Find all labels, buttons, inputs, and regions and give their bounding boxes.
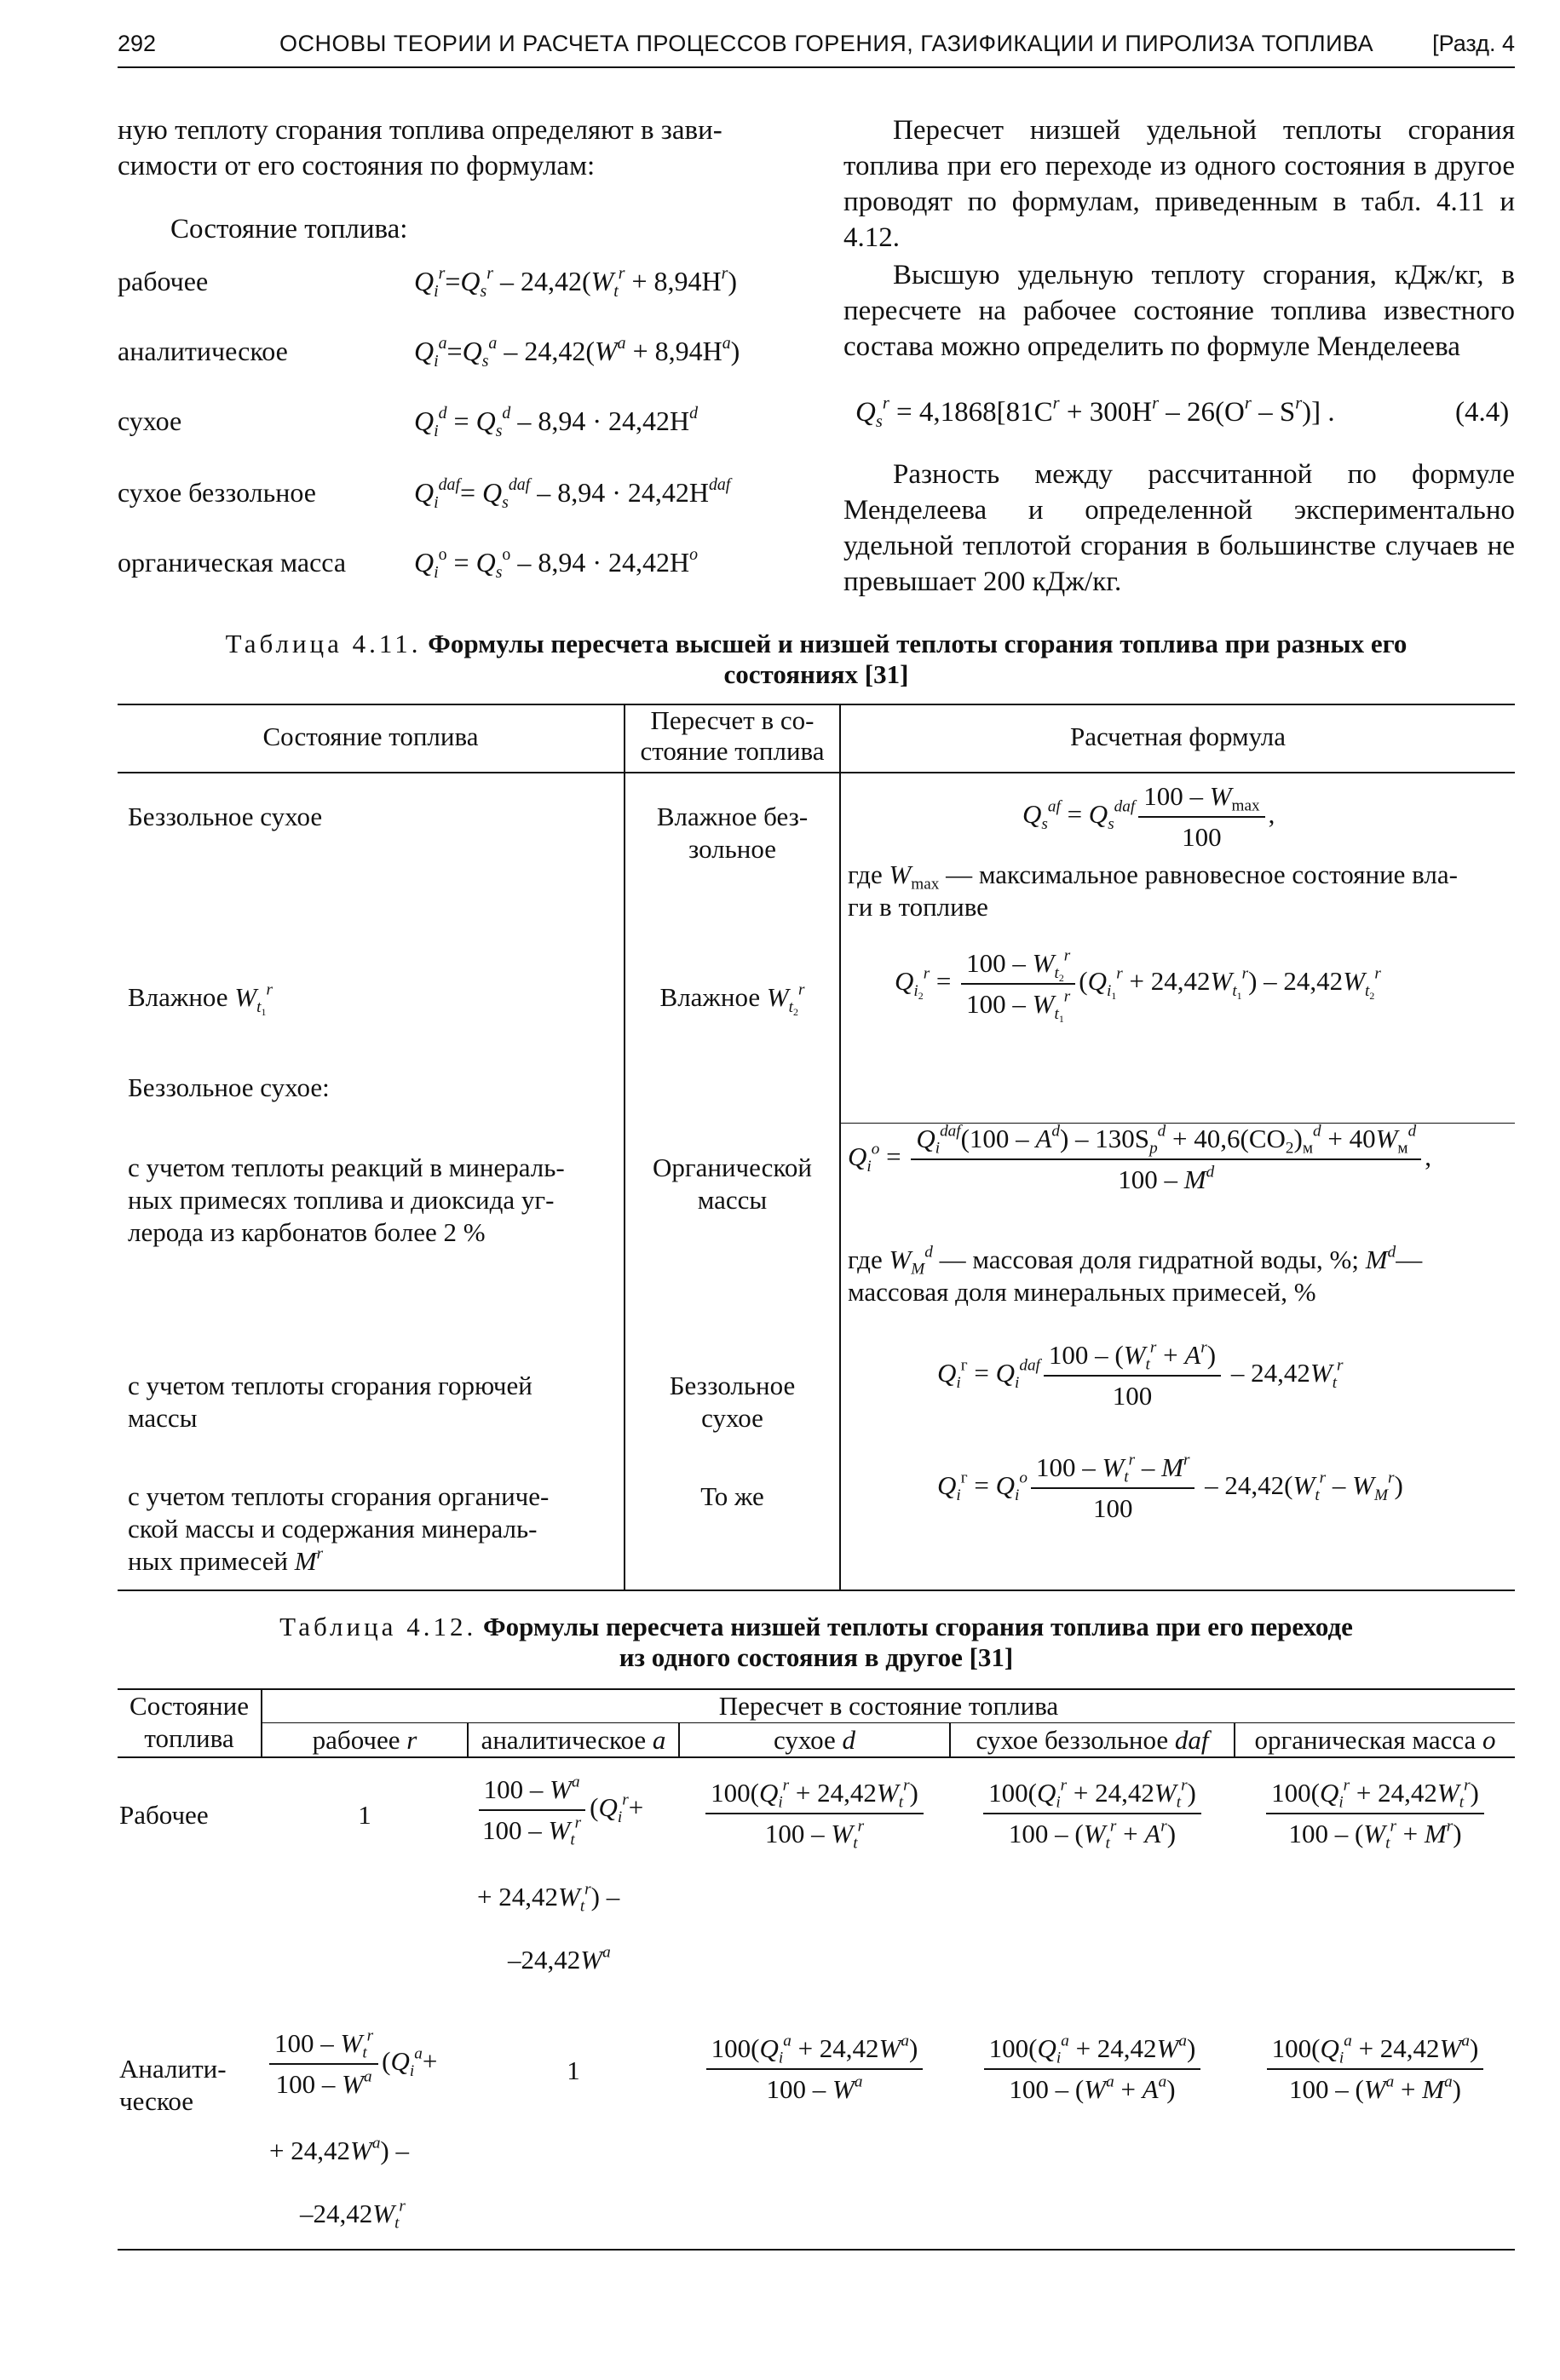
t411-r3-target: Органической массы: [653, 1153, 812, 1215]
state-working: рабочее: [118, 266, 209, 296]
t411-r5-formula: $Q_i^г = Q_i^o$ $100 - W_t^r - M^r$ 100 – $24,42(W_t^r - W_M^r)$: [937, 1451, 1403, 1523]
mendeleev-formula: $Q_s^r = 4,1868[81C^r + 300H^r - 26(O^r - S^r)]$ .: [855, 394, 1335, 432]
t411-r1-note: где $W_{max}$ — максимальное равновесное состояние вла- ги в топливе: [848, 859, 1458, 922]
t412-r1-c1: 1: [358, 1800, 371, 1830]
t411-r2-state: Влажное $W_{t_1}^r$: [128, 980, 273, 1018]
t412-r2-c2: 1: [567, 2055, 580, 2085]
formula-dry-ashfree: $Q_i^{daf}= Q_s^{daf} - 8,94 \cdot 24,42H^{daf}$: [414, 475, 731, 512]
t412-h-working: рабочее r: [312, 1725, 417, 1755]
t411-r3-formula: $Q_i^o$ = $Q_i^{daf}(100 - A^d) - 130S_p^d + 40,6(CO_2)_м^d + 40W_м^d$ $100 - M^d$ ,: [848, 1122, 1431, 1194]
t412-h-dry-ashfree: сухое беззольное daf: [976, 1725, 1209, 1755]
equation-number: (4.4): [1455, 397, 1510, 428]
formula-working: $Q_i^r=Q_s^r - 24,42(W_t^r + 8,94H^r)$: [414, 264, 738, 301]
state-organic: органическая масса: [118, 547, 347, 578]
running-header: [118, 27, 1515, 61]
t412-bottom-rule: [118, 2249, 1515, 2251]
t411-r5-target: То же: [700, 1481, 764, 1511]
right-para-2: Высшую удельную теплоту сгорания, кДж/кг, в пересчете на рабочее состояние топлива известного состава можно определить по формуле Менделеева: [843, 260, 1515, 362]
state-dry-ashfree: сухое беззольное: [118, 477, 316, 508]
t412-r2-c4: $100(Q_i^a + 24,42W^a)$ $100 - (W^a + A^a)$: [951, 2032, 1234, 2106]
t411-r4-state: с учетом теплоты сгорания горючей массы: [128, 1371, 532, 1433]
t412-h-analytic: аналитическое a: [481, 1725, 666, 1755]
state-analytic: аналитическое: [118, 336, 288, 366]
t411-r4-formula: $Q_i^г = Q_i^{daf}$ $100 - (W_t^r + A^r)$ 100 – $24,42W_t^r$: [937, 1338, 1344, 1411]
t412-r2-c1: $100 - W_t^r$ $100 - W^a$ ($Q_i^a+$ + $24,42W^a$) – $-24,42W_t^r$: [269, 2026, 438, 2233]
t411-r2-formula: $Q_{i_2}^r$ = $\frac{100 - W_{t_2}^r}{100 - W_{t_1}^r}$ $(Q_{i_1}^r + 24,42W_{t_1}^r) - 24,42W_{t_2}^r$: [895, 946, 1381, 1025]
t411-r1-formula: $Q_s^{af} = Q_s^{daf}$ $100 - W_{max}$ 100 ,: [1022, 781, 1275, 852]
t412-col-state: Состояние топлива: [130, 1691, 249, 1753]
t411-col-formula: Расчетная формула: [1070, 721, 1286, 751]
t412-group-header: Пересчет в состояние топлива: [718, 1691, 1059, 1721]
formula-analytic: $Q_i^a=Q_s^a - 24,42(W^a + 8,94H^a)$: [414, 334, 740, 371]
t412-h-organic: органическая масса o: [1254, 1725, 1496, 1755]
table-4-12-caption: Таблица 4.12. Формулы пересчета низшей теплоты сгорания топлива при его переходе из одного состояния в другое [31]: [279, 1612, 1353, 1672]
t411-r3-sub1: с учетом теплоты реакций в минераль- ных примесях топлива и диоксида уг- лерода из карбонатов более 2 %: [128, 1153, 565, 1247]
t411-r1-state: Беззольное сухое: [128, 802, 323, 831]
running-title: ОСНОВЫ ТЕОРИИ И РАСЧЕТА ПРОЦЕССОВ ГОРЕНИЯ, ГАЗИФИКАЦИИ И ПИРОЛИЗА ТОПЛИВА: [279, 31, 1374, 56]
t412-r2-c5: $100(Q_i^a + 24,42W^a)$ $100 - (W^a + M^a)$: [1235, 2032, 1515, 2106]
table-4-11-caption: Таблица 4.11. Формулы пересчета высшей и низшей теплоты сгорания топлива при разных его состояниях [31]: [225, 629, 1407, 689]
section-label: [Разд. 4: [1432, 31, 1515, 56]
states-heading: Состояние топлива:: [170, 214, 408, 244]
t411-col-target: Пересчет в со- стояние топлива: [640, 705, 825, 766]
header-rule: [118, 66, 1515, 68]
t411-r1-target: Влажное без- зольное: [656, 802, 809, 864]
formula-organic: $Q_i^o = Q_s^o - 8,94 \cdot 24,42H^o$: [414, 545, 699, 582]
formula-dry: $Q_i^d = Q_s^d - 8,94 \cdot 24,42H^d$: [414, 404, 699, 440]
t411-bottom-rule: [118, 1590, 1515, 1591]
t412-r2-c3: $100(Q_i^a + 24,42W^a)$ $100 - W^a$: [680, 2032, 949, 2106]
t411-col-divider-2: [839, 704, 841, 1590]
t411-r3-note: где $W_M^d$ — массовая доля гидратной воды, %; $M^d—$ массовая доля минеральных примесей, %: [848, 1243, 1423, 1307]
t412-row-working: Рабочее: [119, 1800, 209, 1830]
t412-group-rule: [262, 1722, 1515, 1723]
page-number: 292: [118, 31, 157, 56]
t412-header-rule: [118, 1756, 1515, 1758]
t411-col-state: Состояние топлива: [262, 721, 479, 751]
t412-r1-c4: $100(Q_i^r + 24,42W_t^r)$ $100 - (W_t^r + A^r)$: [951, 1777, 1234, 1850]
t411-header-rule: [118, 772, 1515, 773]
t411-r2-target: Влажное $W_{t_2}^r$: [659, 980, 805, 1018]
t411-r4-target: Беззольное сухое: [669, 1371, 796, 1433]
state-dry: сухое: [118, 405, 182, 436]
right-para-1: Пересчет низшей удельной теплоты сгорания топлива при его переходе из одного состояния в другое проводят по формулам, приведенным в табл. 4.11 и 4.12.: [843, 115, 1515, 253]
t412-r1-c3: $100(Q_i^r + 24,42W_t^r)$ $100 - W_t^r$: [680, 1777, 949, 1850]
t412-row-analytic: Аналити- ческое: [119, 2054, 227, 2116]
right-para-3: Разность между рассчитанной по формуле Менделеева и определенной экспериментально удельной теплотой сгорания в большинстве случаев не превышает 200 кДж/кг.: [843, 459, 1515, 597]
t412-r1-c5: $100(Q_i^r + 24,42W_t^r)$ $100 - (W_t^r + M^r)$: [1235, 1777, 1515, 1850]
left-intro: ную теплоту сгорания топлива определяют в зави- симости от его состояния по формулам:: [118, 115, 722, 181]
t411-r5-state: с учетом теплоты сгорания органиче- ской массы и содержания минераль- ных примесей $M^r$: [128, 1481, 550, 1576]
t412-r1-c2: $100 - W^a$ $100 - W_t^r$ ($Q_i^r+$ + $24,42W_t^r$) – $-24,42W^a$: [477, 1773, 644, 1975]
t411-r3-state: Беззольное сухое:: [128, 1072, 330, 1102]
t412-h-dry: сухое d: [773, 1725, 856, 1755]
